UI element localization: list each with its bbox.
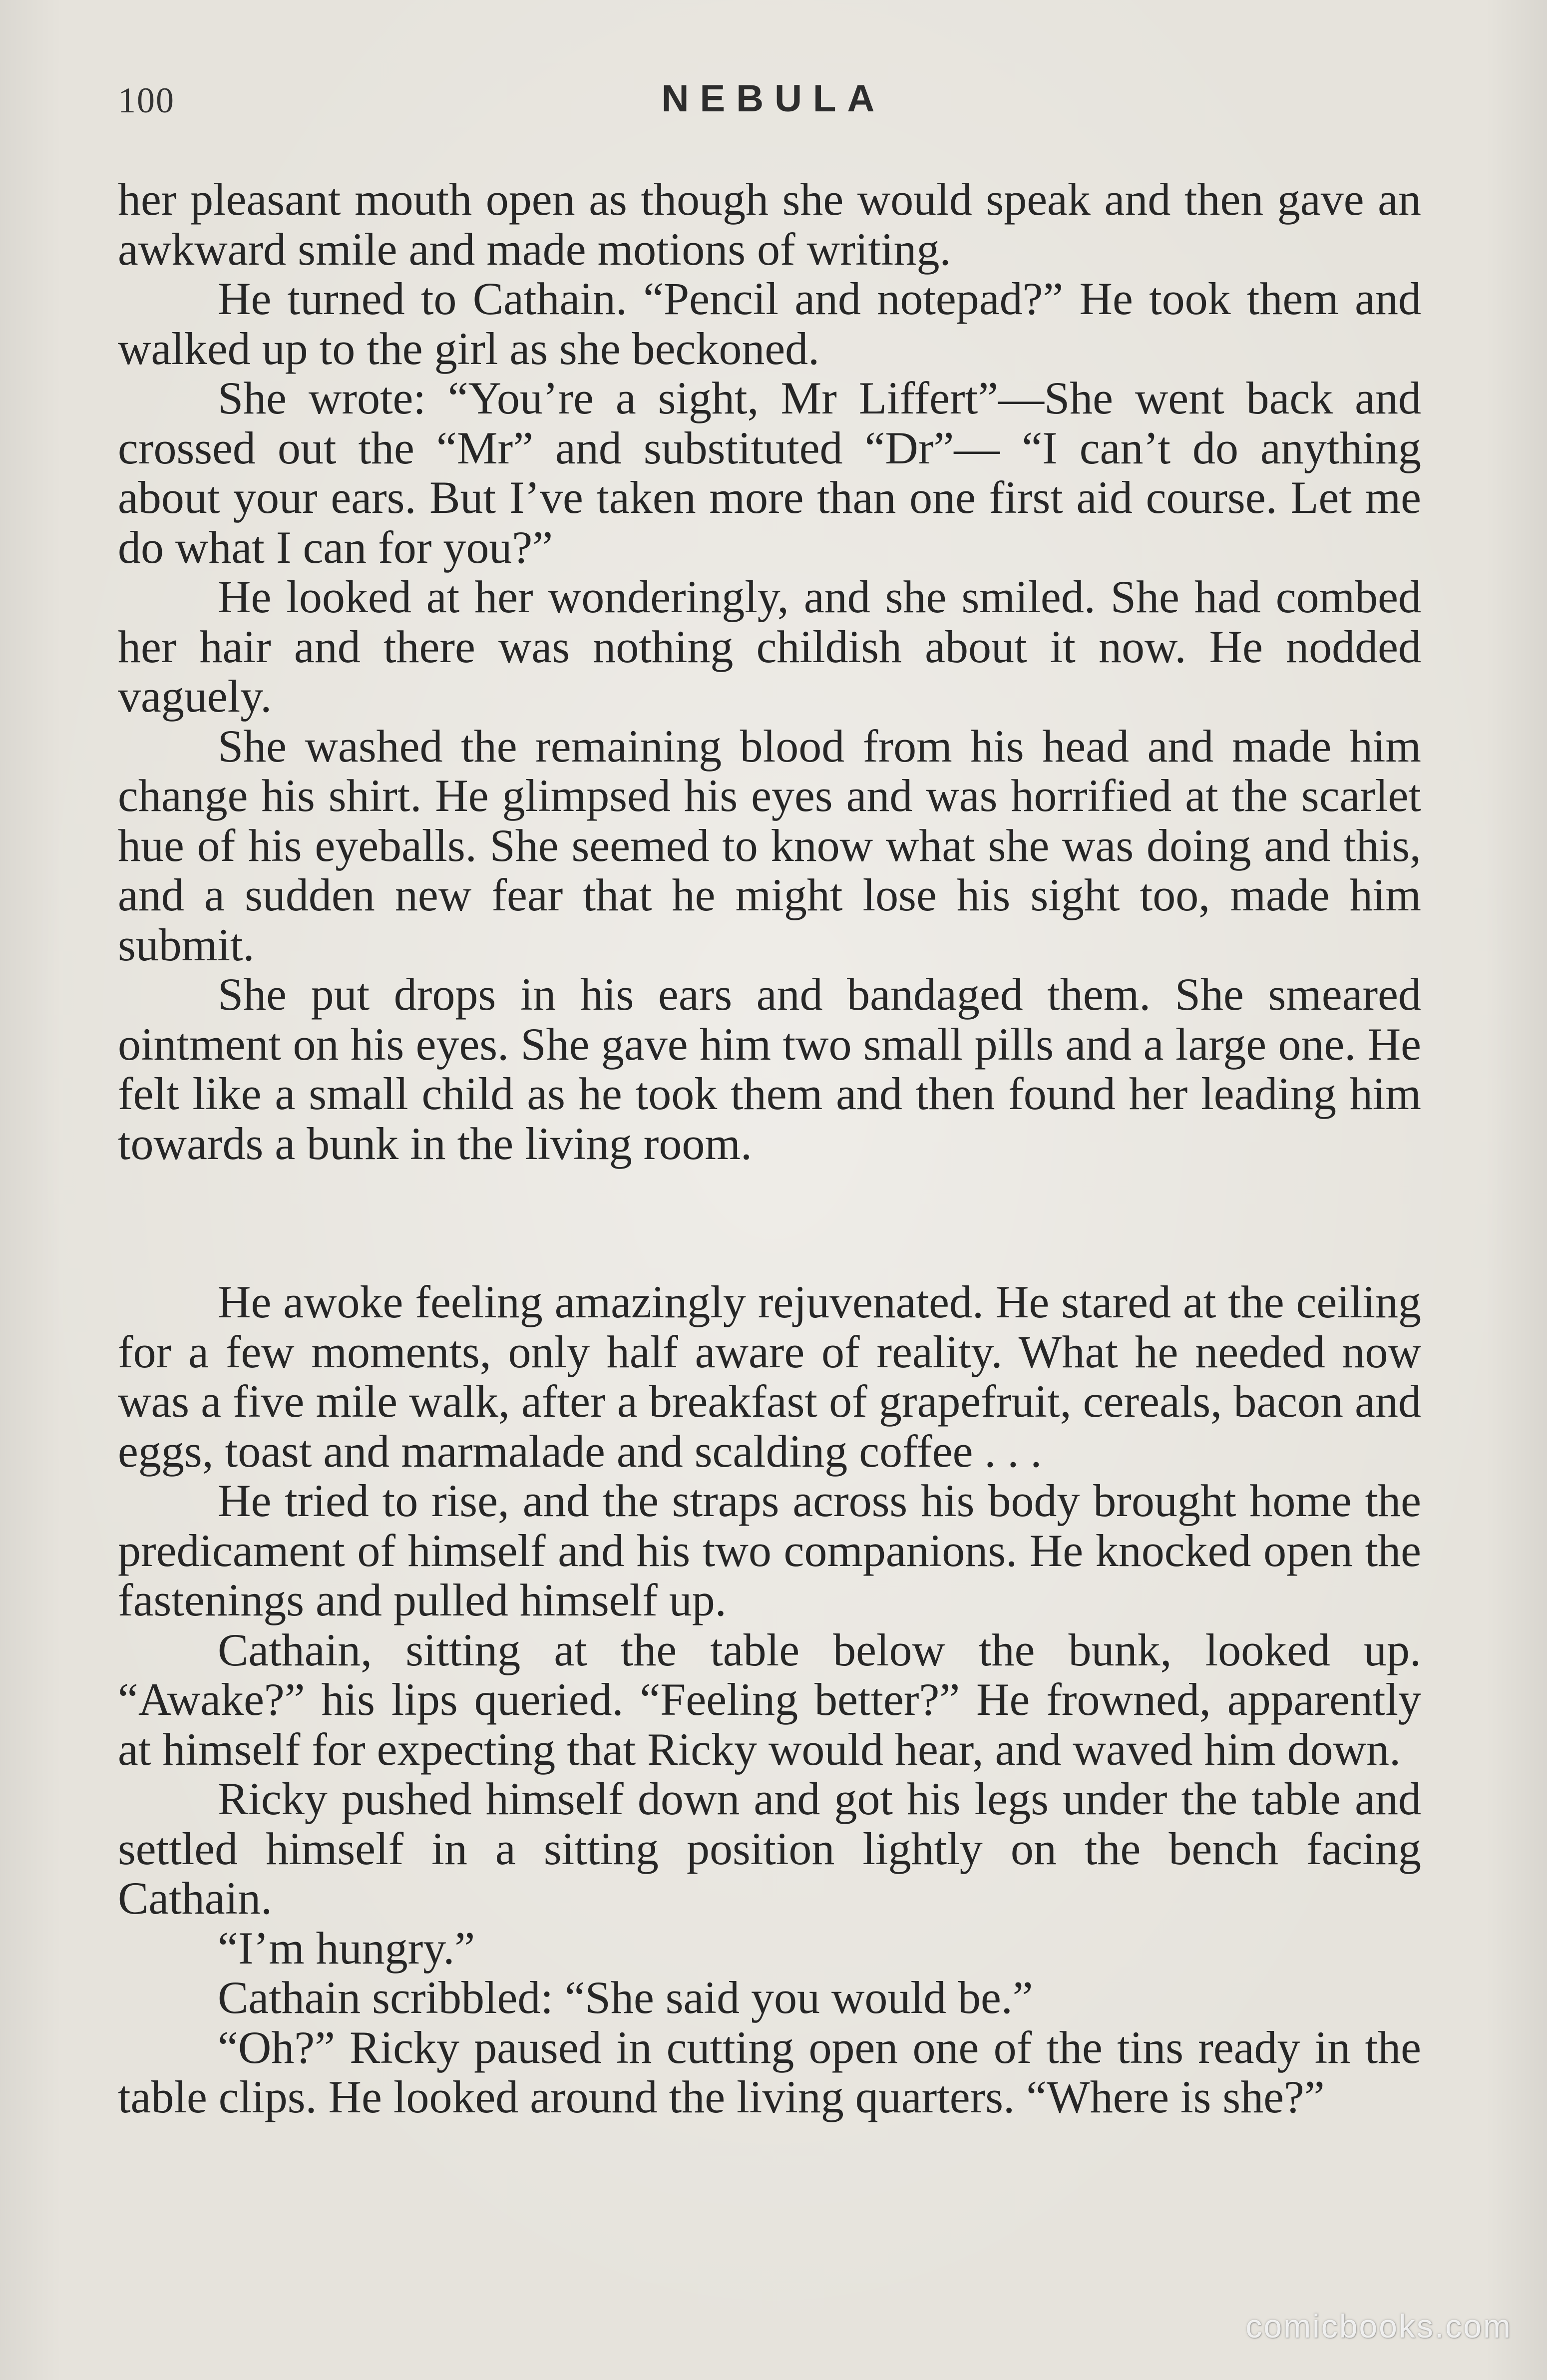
- paragraph: She washed the remaining blood from his head and made him change his shirt. He glimpsed his eyes and was horrified at the scarlet hue of his eyeballs. She seemed to know what she was doing and this, and a sudden new fear that he might lose his sight too, made him submit.: [118, 720, 1421, 970]
- paragraph: “I’m hungry.”: [218, 1922, 475, 1974]
- running-title: NEBULA: [661, 77, 886, 120]
- text-block-1: [118, 175, 1421, 1169]
- paragraph: He awoke feeling amazingly rejuvenated. He stared at the ceiling for a few moments, only half aware of reality. What he needed now was a five mile walk, after a breakfast of grapefruit, cereals, bacon and eggs, toast and marmalade and scalding coffee . . .: [118, 1276, 1421, 1477]
- watermark: comicbooks.com: [1245, 2308, 1512, 2345]
- paragraph: She wrote: “You’re a sight, Mr Liffert”—She went back and crossed out the “Mr” and substituted “Dr”— “I can’t do anything about your ears. But I’ve taken more than one first aid course. Let me do what I can for you?”: [118, 373, 1421, 573]
- paragraph: Cathain, sitting at the table below the bunk, looked up. “Awake?” his lips queried. “Feeling better?” He frowned, apparently at himself for expecting that Ricky would hear, and waved him down.: [118, 1624, 1421, 1775]
- paragraph: He looked at her wonderingly, and she smiled. She had combed her hair and there was nothing childish about it now. He nodded vaguely.: [118, 571, 1421, 722]
- paragraph: her pleasant mouth open as though she would speak and then gave an awkward smile and made motions of writing.: [118, 174, 1421, 275]
- text-block-2: [118, 1277, 1421, 2122]
- paragraph: “Oh?” Ricky paused in cutting open one of the tins ready in the table clips. He looked around the living quarters. “Where is she?”: [118, 2021, 1421, 2122]
- paragraph: Ricky pushed himself down and got his legs under the table and settled himself in a sitting position lightly on the bench facing Cathain.: [118, 1773, 1421, 1924]
- page-header: [118, 77, 1429, 135]
- paragraph: He turned to Cathain. “Pencil and notepad?” He took them and walked up to the girl as she beckoned.: [118, 273, 1421, 374]
- paragraph: She put drops in his ears and bandaged them. She smeared ointment on his eyes. She gave him two small pills and a large one. He felt like a small child as he took them and then found her leading him towards a bunk in the living room.: [118, 969, 1421, 1169]
- page-number: 100: [118, 80, 175, 120]
- paragraph: Cathain scribbled: “She said you would be.”: [218, 1972, 1033, 2023]
- paragraph: He tried to rise, and the straps across his body brought home the predicament of himself and his two companions. He knocked open the fastenings and pulled himself up.: [118, 1475, 1421, 1625]
